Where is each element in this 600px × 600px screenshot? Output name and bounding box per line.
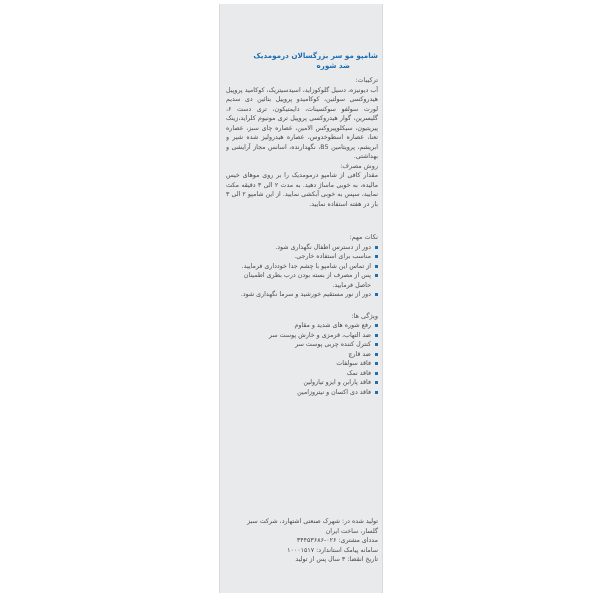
bullet-square-icon (375, 362, 378, 365)
bullet-square-icon (375, 353, 378, 356)
product-title (226, 51, 378, 71)
ingredients-text: آب دیونیزه، دسیل گلوکوزاید، اسیدسیتریک، کوکامید پروپیل هیدروکسی سولتین، کوکامیدو پروپیل بتائین دی سدیم لورت سولفو سوکسینات، دایمتیکون، تری دست ۶، گلیسرین، گوار هیدروکسی پروپیل تری مونیوم کلراید،زینک پیریتیون، سیکلوپیروکس الامین، عصاره چای سبز، عصاره نعنا، عصاره اسطوخدوس، عصاره هیدرولیز شده شیر و ابریشم، پرویتامین B5، نگهدارنده، اسانس مجاز آرایشی و بهداشتی. (226, 86, 378, 160)
usage-text: مقدار کافی از شامپو درمومدیک را بر روی موهای خیس مالیده، به خوبی ماساژ دهید. به مدت ۲ الی ۳ دقیقه مکث نمایید، سپس به خوبی آبکشی نمایید. از این شامپو ۲ الی ۳ بار در هفته استفاده نمایید. (226, 172, 378, 208)
bullet-square-icon (375, 265, 378, 268)
features-heading: ویژگی ها: (351, 311, 378, 320)
product-title-line-1: شامپو مو سر بزرگسالان درمومدیک (253, 51, 378, 60)
features-list (226, 321, 378, 397)
bullet-square-icon (375, 255, 378, 258)
bullet-square-icon (375, 274, 378, 277)
list-item: کنترل کننده چربی پوست سر (226, 340, 378, 350)
bullet-square-icon (375, 343, 378, 346)
list-item: رفع شوره های شدید و مقاوم (226, 321, 378, 331)
list-item: از تماس این شامپو با چشم جدا خودداری فرمایید. (226, 262, 378, 272)
list-item: دور از دسترس اطفال نگهداری شود. (226, 243, 378, 253)
manufacturer-info (226, 517, 378, 565)
list-item: پس از مصرف از بسته بودن درب بطری اطمینان حاصل فرمایید. (226, 271, 378, 290)
notes-list (226, 243, 378, 300)
bullet-square-icon (375, 293, 378, 296)
bullet-square-icon (375, 372, 378, 375)
bullet-square-icon (375, 381, 378, 384)
footer-line: گلسار، ساخت ایران (325, 527, 378, 535)
bullet-square-icon (375, 334, 378, 337)
ingredients-heading: ترکیبات: (355, 76, 378, 84)
bullet-square-icon (375, 246, 378, 249)
list-item: دور از نور مستقیم خورشید و سرما نگهداری شود. (226, 290, 378, 300)
list-item: ضد التهاب، قرمزی و خارش پوست سر (226, 331, 378, 341)
list-item: فاقد نمک (226, 369, 378, 379)
product-title-line-2: ضد شوره (316, 61, 350, 70)
footer-line: سامانه پیامک استاندارد: ۱۰۰۰۱۵۱۷ (287, 546, 378, 554)
footer-line: تاریخ انقضا: ۳ سال پس از تولید (295, 556, 378, 563)
footer-line: مددای مشتری: ۰۲۶-۳۴۴۵۳۶۸۶ (296, 537, 378, 544)
footer-line: تولید شده در: شهرک صنعتی اشتهارد، شرکت سبز (247, 518, 378, 525)
list-item: فاقد سولفات (226, 359, 378, 369)
list-item: فاقد پارابن و ایزو تیازولین (226, 378, 378, 388)
list-item: مناسب برای استفاده خارجی. (226, 252, 378, 262)
list-item: فاقد دی اکسان و نیتروزامین (226, 388, 378, 398)
usage-heading: روش مصرف: (340, 161, 378, 170)
bullet-square-icon (375, 324, 378, 327)
label-text-panel (226, 4, 378, 593)
list-item: ضد قارچ (226, 350, 378, 360)
notes-heading: نکات مهم: (349, 233, 378, 241)
bullet-square-icon (375, 391, 378, 394)
